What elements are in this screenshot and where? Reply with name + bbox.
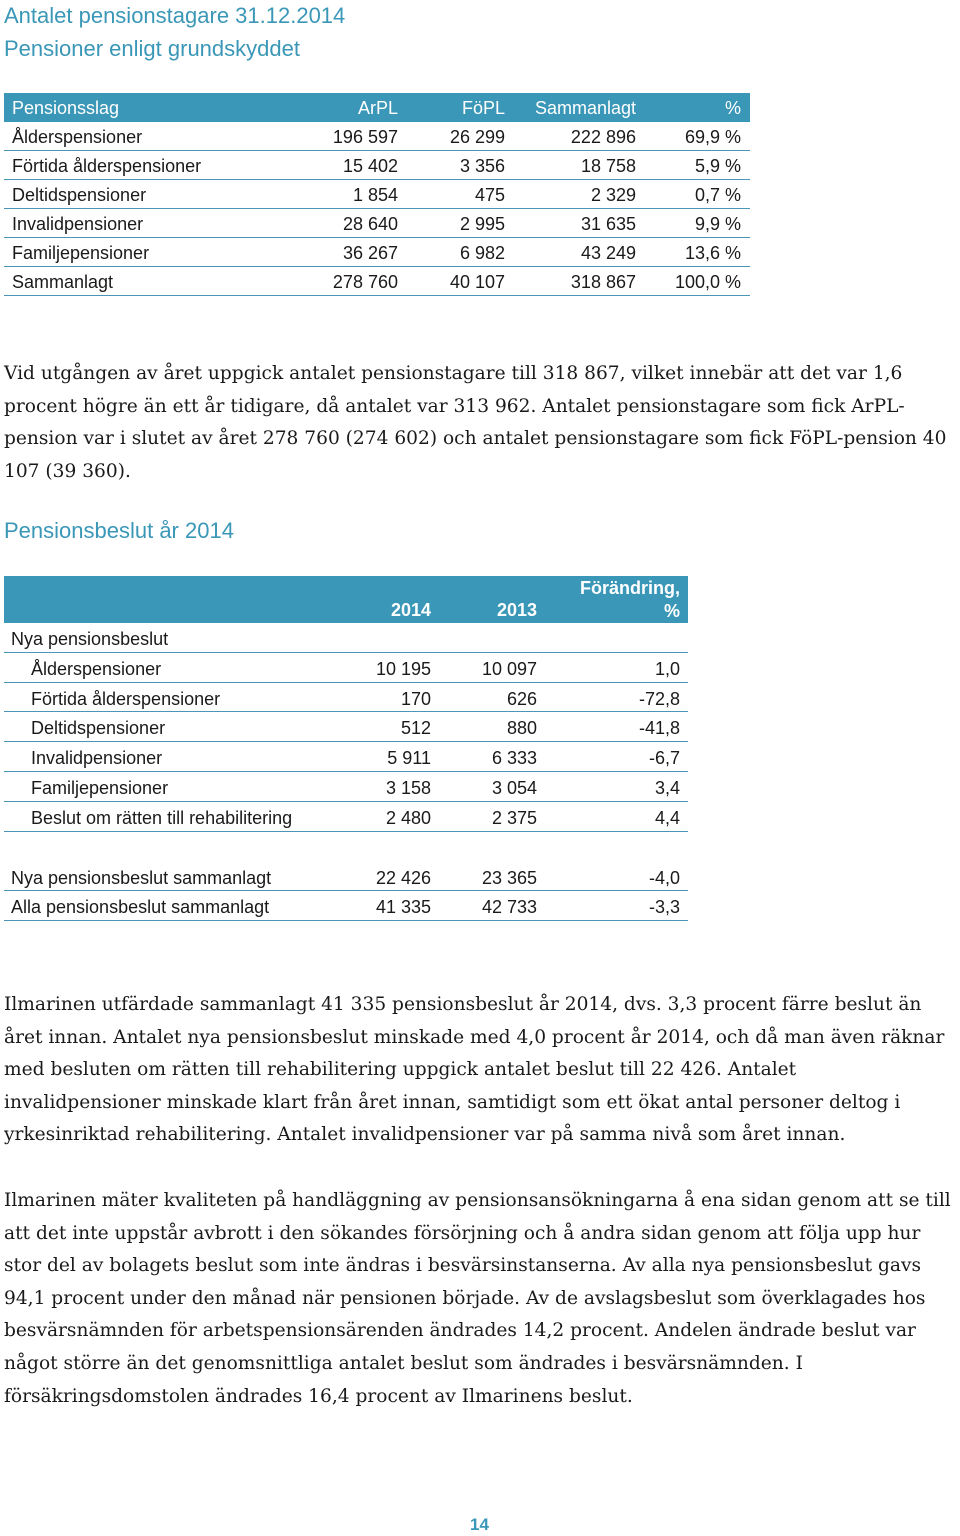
page-subheading: Pensioner enligt grundskyddet: [4, 36, 300, 61]
table-cell: Invalidpensioner: [31, 748, 163, 769]
table-cell: -6,7: [648, 748, 680, 769]
column-header: %: [724, 98, 741, 118]
table-total-row: [4, 862, 688, 892]
table-cell: 31 635: [580, 214, 636, 234]
table-row: [4, 122, 750, 151]
column-header: Förändring,: [580, 578, 680, 598]
table-cell: 4,4: [654, 807, 680, 828]
table-cell: -4,0: [648, 867, 680, 888]
table-cell: Beslut om rätten till rehabilitering: [31, 807, 293, 828]
pensions-table: [4, 93, 750, 296]
table-cell: 100,0 %: [674, 272, 741, 292]
table-cell: 1,0: [654, 658, 680, 679]
column-header: Pensionsslag: [12, 98, 120, 118]
table-cell: Familjepensioner: [12, 243, 150, 263]
table-cell: Deltidspensioner: [12, 185, 147, 205]
table-section-row: [4, 623, 688, 653]
table-row: [4, 151, 750, 180]
table-cell: 3 356: [459, 156, 505, 176]
table-cell: 2 995: [459, 214, 505, 234]
table-cell: 42 733: [481, 897, 537, 918]
table-cell: 15 402: [342, 156, 398, 176]
table-cell: 18 758: [580, 156, 636, 176]
table-spacer: [4, 832, 688, 862]
table-cell: 41 335: [375, 897, 431, 918]
decisions-table: [4, 576, 688, 921]
table-cell: 512: [400, 718, 431, 739]
column-header: 2013: [496, 600, 537, 620]
column-header: ArPL: [357, 98, 398, 118]
table-cell: Invalidpensioner: [12, 214, 144, 234]
table-cell: 5,9 %: [694, 156, 741, 176]
table-cell: Nya pensionsbeslut sammanlagt: [11, 867, 272, 888]
table-cell: 26 299: [449, 127, 505, 147]
table-cell: 6 333: [491, 748, 537, 769]
table-cell: 196 597: [332, 127, 398, 147]
table-cell: 475: [474, 185, 505, 205]
table-cell: 2 329: [590, 185, 636, 205]
table-cell: 23 365: [481, 867, 537, 888]
table-cell: 626: [506, 688, 537, 709]
table-cell: Sammanlagt: [12, 272, 114, 292]
table-header-row: [4, 93, 750, 122]
table-cell: 28 640: [342, 214, 398, 234]
table-cell: 9,9 %: [694, 214, 741, 234]
column-header: %: [663, 601, 680, 621]
table-cell: 3,4: [654, 777, 680, 798]
table-cell: 2 480: [385, 807, 431, 828]
table-row: [4, 772, 688, 802]
page-heading: Antalet pensionstagare 31.12.2014: [4, 3, 346, 28]
table-row: [4, 238, 750, 267]
section-label: Nya pensionsbeslut: [11, 629, 169, 649]
table-cell: 278 760: [332, 272, 398, 292]
column-header: Sammanlagt: [534, 98, 636, 118]
table-cell: Alla pensionsbeslut sammanlagt: [11, 897, 270, 918]
table-cell: Ålderspensioner: [12, 127, 143, 147]
table-row: [4, 802, 688, 832]
table-cell: 880: [506, 718, 537, 739]
table-cell: -72,8: [638, 688, 680, 709]
table-cell: 69,9 %: [684, 127, 741, 147]
column-header: FöPL: [461, 98, 505, 118]
table-row: [4, 180, 750, 209]
table-row: [4, 742, 688, 772]
table-cell: 43 249: [580, 243, 636, 263]
body-paragraph: Ilmarinen mäter kvaliteten på handläggning av pensionsansökningarna å ena sidan genom att se till att det inte uppstår avbrott i den sökandes försörjning och å andra sidan genom att följa upp hur stor del av bolagets beslut som inte ändras i besvärsinstanserna. Av alla nya pensionsbeslut gavs 94,1 procent under den månad när pensionen började. Av de avslagsbeslut som överklagades hos besvärsnämnden för arbetspensionsärenden ändrades 14,2 procent. Andelen ändrade beslut var något större än det genomsnittliga antalet beslut som ändrades i besvärsnämnden. I försäkringsdomstolen ändrades 16,4 procent av Ilmarinens beslut.: [4, 1190, 951, 1407]
table-total-row: [4, 891, 688, 921]
table-cell: 0,7 %: [694, 185, 741, 205]
table-row: [4, 712, 688, 742]
section-heading: Pensionsbeslut år 2014: [4, 518, 234, 543]
table-cell: 2 375: [491, 807, 537, 828]
page-number: 14: [470, 1515, 489, 1534]
table-header-row: [4, 576, 688, 623]
table-cell: 3 054: [491, 777, 537, 798]
table-cell: 222 896: [570, 127, 636, 147]
table-cell: -41,8: [638, 718, 680, 739]
body-paragraph: Vid utgången av året uppgick antalet pensionstagare till 318 867, vilket innebär att det var 1,6 procent högre än ett år tidigare, då antalet var 313 962. Antalet pensionstagare som fick ArPL-pension var i slutet av året 278 760 (274 602) och antalet pensionstagare som fick FöPL-pension 40 107 (39 360).: [4, 363, 947, 482]
table-cell: Deltidspensioner: [31, 718, 166, 739]
body-paragraph: Ilmarinen utfärdade sammanlagt 41 335 pensionsbeslut år 2014, dvs. 3,3 procent färre beslut än året innan. Antalet nya pensionsbeslut minskade med 4,0 procent år 2014, och då man även räknar med besluten om rätten till rehabilitering uppgick antalet beslut till 22 426. Antalet invalidpensioner minskade klart från året innan, samtidigt som ett ökat antal personer deltog i yrkesinriktad rehabilitering. Antalet invalidpensioner var på samma nivå som året innan.: [4, 994, 945, 1146]
table-cell: -3,3: [648, 897, 680, 918]
column-header: 2014: [390, 600, 431, 620]
table-cell: 40 107: [449, 272, 505, 292]
table-cell: Förtida ålderspensioner: [31, 688, 221, 709]
table-cell: Förtida ålderspensioner: [12, 156, 202, 176]
table-cell: Ålderspensioner: [31, 658, 162, 679]
table-cell: 3 158: [385, 777, 431, 798]
table-row: [4, 653, 688, 683]
table-total-row: [4, 267, 750, 296]
table-cell: Familjepensioner: [31, 777, 169, 798]
table-row: [4, 683, 688, 713]
table-cell: 13,6 %: [684, 243, 741, 263]
table-cell: 36 267: [342, 243, 398, 263]
table-cell: 22 426: [375, 867, 431, 888]
table-row: [4, 209, 750, 238]
table-cell: 318 867: [570, 272, 636, 292]
table-cell: 5 911: [387, 748, 431, 769]
table-cell: 1 854: [352, 185, 398, 205]
table-cell: 170: [400, 688, 431, 709]
table-cell: 10 195: [375, 658, 431, 679]
table-cell: 6 982: [459, 243, 505, 263]
table-cell: 10 097: [481, 658, 537, 679]
